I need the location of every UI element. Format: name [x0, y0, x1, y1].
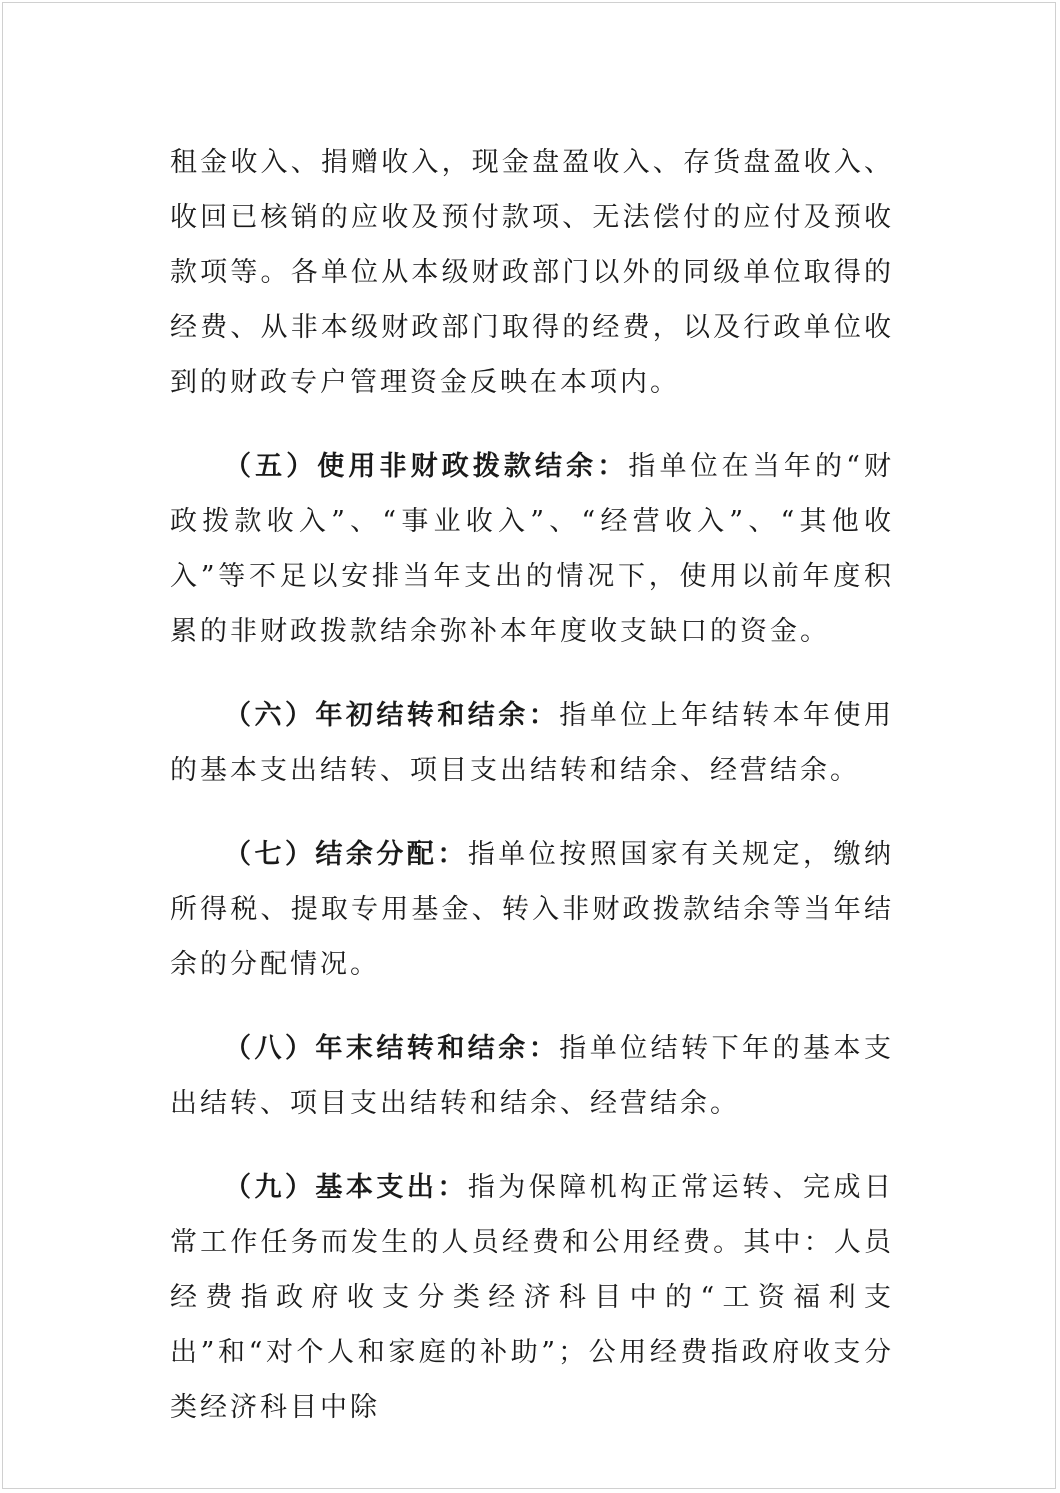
paragraph-text: 指单位按照国家有关规定，缴纳所得税、提取专用基金、转入非财政拨款结余等当年结余的分配情况。	[170, 839, 895, 980]
paragraph-text: 指单位上年结转本年使用的基本支出结转、项目支出结转和结余、经营结余。	[170, 700, 895, 786]
paragraph-8	[170, 1021, 894, 1131]
paragraph-heading: （五）使用非财政拨款结余：	[224, 451, 629, 482]
paragraph-heading: （九）基本支出：	[224, 1172, 468, 1203]
document-body	[170, 135, 894, 1464]
paragraph-heading: （六）年初结转和结余：	[224, 700, 560, 731]
document-page	[2, 2, 1056, 1489]
paragraph-heading: （八）年末结转和结余：	[224, 1033, 560, 1064]
paragraph-text: 指为保障机构正常运转、完成日常工作任务而发生的人员经费和公用经费。其中：人员经费指政府收支分类经济科目中的“工资福利支出”和“对个人和家庭的补助”；公用经费指政府收支分类经济科目中除	[170, 1172, 895, 1423]
paragraph-6	[170, 688, 894, 798]
paragraph-text: 指单位结转下年的基本支出结转、项目支出结转和结余、经营结余。	[170, 1033, 895, 1119]
paragraph-heading: （七）结余分配：	[224, 839, 468, 870]
paragraph-7	[170, 827, 894, 992]
paragraph-text: 指单位在当年的“财政拨款收入”、“事业收入”、“经营收入”、“其他收入”等不足以安排当年支出的情况下，使用以前年度积累的非财政拨款结余弥补本年度收支缺口的资金。	[170, 451, 894, 647]
paragraph-9	[170, 1160, 894, 1435]
paragraph-text: 租金收入、捐赠收入，现金盘盈收入、存货盘盈收入、收回已核销的应收及预付款项、无法偿付的应付及预收款项等。各单位从本级财政部门以外的同级单位取得的经费、从非本级财政部门取得的经费，以及行政单位收到的财政专户管理资金反映在本项内。	[170, 147, 894, 398]
paragraph-continued	[170, 135, 894, 410]
paragraph-5	[170, 439, 894, 659]
